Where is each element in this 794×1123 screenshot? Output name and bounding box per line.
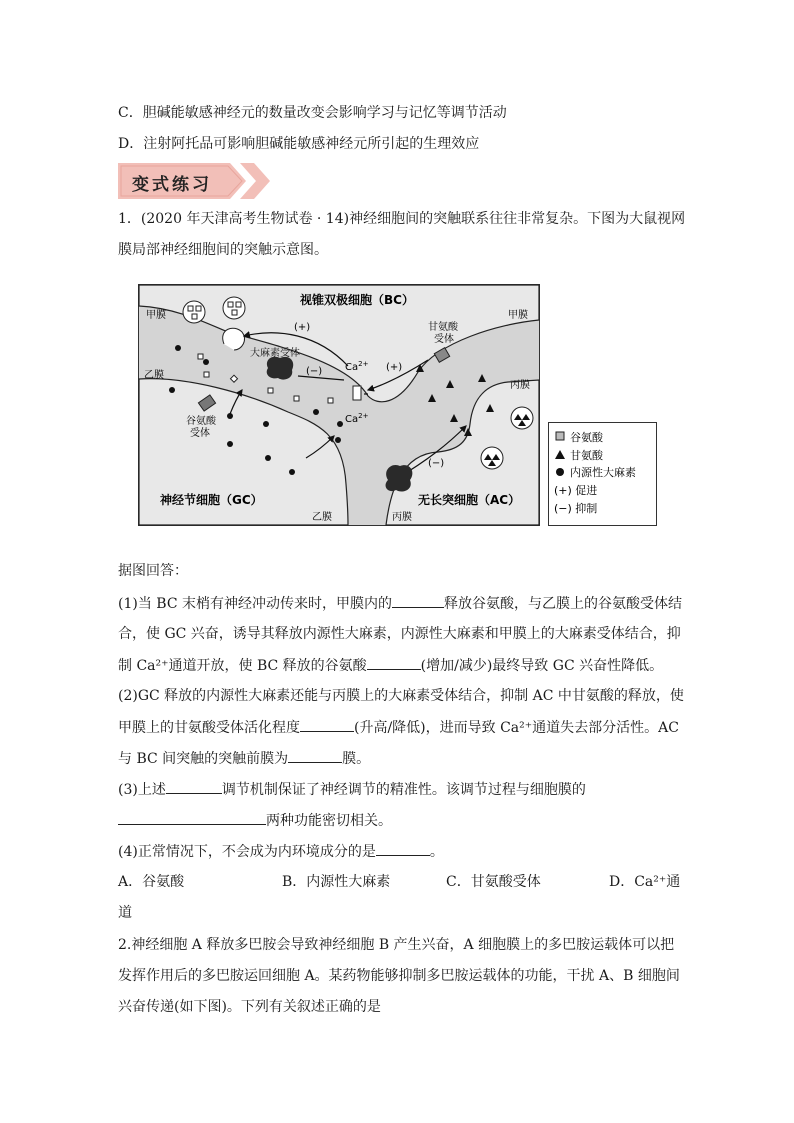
cannabinoid-receptor-icon	[267, 357, 294, 380]
label-glu-receptor-1: 谷氨酸	[186, 416, 216, 427]
legend-cb-icon	[556, 468, 564, 476]
prev-option-d: D．注射阿托品可影响胆碱能敏感神经元所引起的生理效应	[118, 136, 480, 152]
label-ca-bottom: $Ca^{2+}$	[345, 412, 369, 425]
q1-part1-line3: 制 Ca²⁺通道开放，使 BC 释放的谷氨酸 (增加/减少)最终导致 GC 兴奋性降低。	[118, 655, 663, 676]
q2-line1: 2.神经细胞 A 释放多巴胺会导致神经细胞 B 产生兴奋，A 细胞膜上的多巴胺运载体可以把	[118, 937, 675, 953]
label-yi-left: 乙膜	[144, 370, 164, 381]
q1-part4-line1: (4)正常情况下，不会成为内环境成分的是 。	[118, 841, 444, 862]
option-b[interactable]: B．内源性大麻素	[282, 874, 391, 890]
q2-line3: 兴奋传递(如下图)。下列有关叙述正确的是	[118, 999, 381, 1015]
label-minus-1: (−)	[306, 366, 323, 377]
banner-title: 变式练习	[132, 175, 212, 195]
label-jia-right: 甲膜	[508, 310, 528, 321]
q1-part2-line1: (2)GC 释放的内源性大麻素还能与丙膜上的大麻素受体结合，抑制 AC 中甘氨酸的释放，使	[118, 688, 684, 704]
label-bing-bottom: 丙膜	[392, 512, 412, 523]
label-gly-receptor-2: 受体	[434, 334, 454, 345]
label-bing-right: 丙膜	[510, 380, 530, 391]
q1-part2-line2: 甲膜上的甘氨酸受体活化程度 (升高/降低)，进而导致 Ca²⁺通道失去部分活性。AC	[118, 717, 679, 738]
q1-part1-line2: 合，使 GC 兴奋，诱导其释放内源性大麻素，内源性大麻素和甲膜上的大麻素受体结合，抑	[118, 626, 681, 642]
label-ca-top: $Ca^{2+}$	[345, 360, 369, 373]
q1-part1-line1: (1)当 BC 末梢有神经冲动传来时，甲膜内的 释放谷氨酸，与乙膜上的谷氨酸受体结	[118, 593, 682, 614]
prev-option-c: C．胆碱能敏感神经元的数量改变会影响学习与记忆等调节活动	[118, 105, 507, 121]
vesicle-glu-1	[183, 301, 205, 323]
label-plus-2: (+)	[386, 362, 403, 373]
legend-glu-icon	[556, 432, 564, 440]
label-cannabinoid-receptor: 大麻素受体	[250, 348, 300, 359]
option-d-continued: 道	[118, 905, 132, 921]
synapse-diagram	[138, 284, 658, 526]
blank-3[interactable]	[300, 717, 354, 732]
blank-1[interactable]	[392, 593, 444, 608]
q1-stem-line2: 膜局部神经细胞间的突触示意图。	[118, 242, 328, 258]
label-plus-1: (+)	[294, 322, 311, 333]
q1-stem-line1: 1．(2020 年天津高考生物试卷 · 14)神经细胞间的突触联系往往非常复杂。下图为大鼠视网	[118, 211, 686, 227]
legend-gly: 甘氨酸	[570, 449, 603, 462]
option-c[interactable]: C．甘氨酸受体	[446, 874, 541, 890]
q2-line2: 发挥作用后的多巴胺运回细胞 A。某药物能够抑制多巴胺运载体的功能，干扰 A、B 细胞间	[118, 968, 680, 984]
legend-promote: (+) 促进	[554, 484, 598, 497]
section-banner	[118, 163, 270, 199]
label-gc: 神经节细胞（GC）	[160, 493, 263, 507]
label-glu-receptor-2: 受体	[190, 428, 210, 439]
label-ac: 无长突细胞（AC）	[418, 493, 521, 507]
blank-6[interactable]	[118, 810, 266, 825]
blank-7[interactable]	[376, 841, 430, 856]
label-minus-2: (−)	[428, 458, 445, 469]
blank-5[interactable]	[166, 779, 222, 794]
legend-cb: 内源性大麻素	[570, 466, 636, 479]
answer-intro: 据图回答：	[118, 563, 188, 579]
ca-channel-icon	[353, 386, 361, 400]
blank-4[interactable]	[288, 748, 342, 763]
ac-cannabinoid-receptor-icon	[386, 465, 413, 492]
legend-inhibit: (−) 抑制	[554, 502, 598, 515]
q1-part3-line1: (3)上述 调节机制保证了神经调节的精准性。该调节过程与细胞膜的	[118, 779, 586, 800]
label-bc: 视锥双极细胞（BC）	[300, 293, 414, 307]
label-yi-bottom: 乙膜	[312, 512, 332, 523]
label-jia-left: 甲膜	[146, 310, 166, 321]
legend-glu: 谷氨酸	[570, 431, 603, 444]
vesicle-glu-2	[223, 297, 245, 319]
q1-part3-line2: 两种功能密切相关。	[118, 810, 392, 831]
option-a[interactable]: A．谷氨酸	[118, 874, 185, 890]
q1-part2-line3: 与 BC 间突触的突触前膜为 膜。	[118, 748, 370, 769]
label-gly-receptor-1: 甘氨酸	[428, 322, 458, 333]
option-d[interactable]: D．Ca²⁺通	[609, 874, 681, 890]
blank-2[interactable]	[367, 655, 421, 670]
